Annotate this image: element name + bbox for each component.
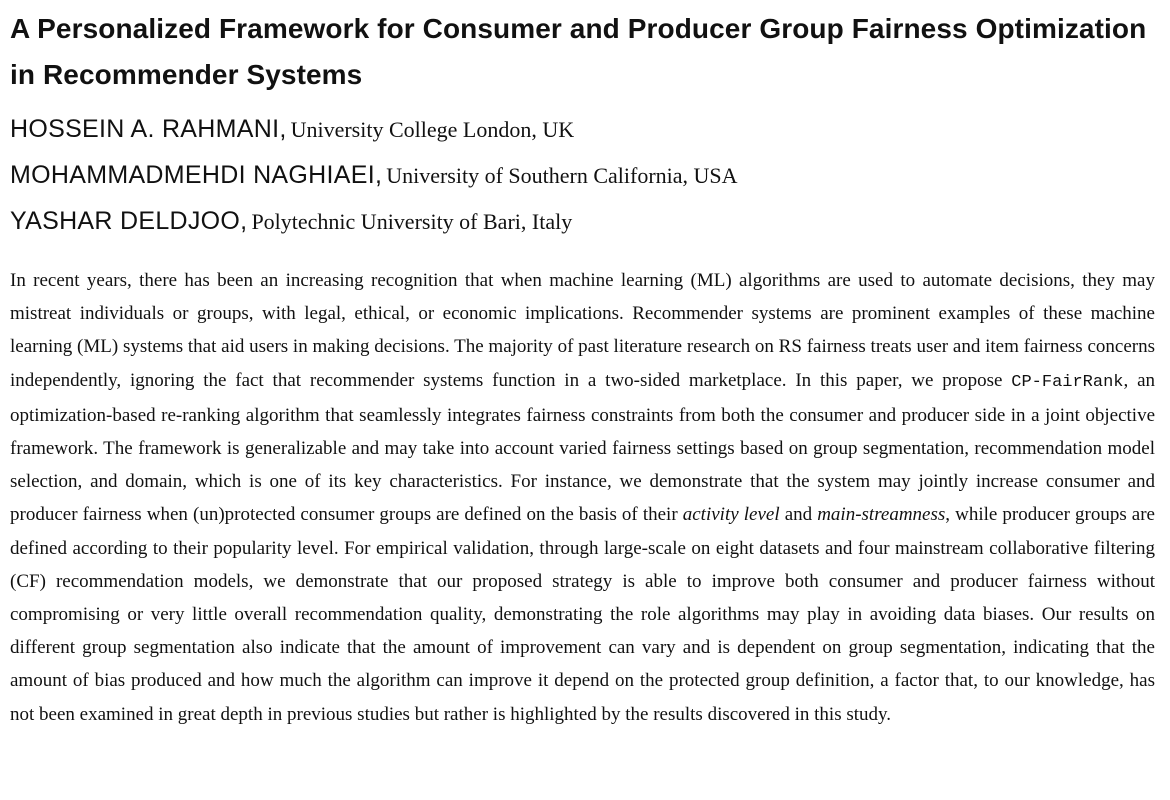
author-affiliation: Polytechnic University of Bari, Italy — [251, 209, 573, 234]
author-affiliation: University College London, UK — [290, 117, 575, 142]
author-entry — [10, 200, 1155, 246]
paper-page — [10, 6, 1155, 750]
abstract — [10, 264, 1155, 731]
abstract-text: , while producer groups are defined according to their popularity level. For empirical validation, through large-scale on eight datasets and four mainstream collaborative filtering (CF) recommendation models, we demonstrate that our proposed strategy is able to improve both consumer and producer fairness without compromising or very little overall recommendation quality, demonstrating the role algorithms may play in avoiding data biases. Our results on different group segmentation also indicate that the amount of improvement can vary and is dependent on group segmentation, indicating that the amount of bias produced and how much the algorithm can improve it depend on the protected group definition, a factor that, to our knowledge, has not been examined in great depth in previous studies but rather is highlighted by the results discovered in this study. — [10, 504, 1155, 725]
author-entry — [10, 108, 1155, 154]
abstract-text: and — [779, 504, 818, 526]
author-name: YASHAR DELDJOO, — [10, 207, 248, 235]
author-list — [10, 108, 1155, 246]
author-name: HOSSEIN A. RAHMANI, — [10, 115, 287, 143]
author-entry — [10, 154, 1155, 200]
emphasized-term: main-streamness — [817, 504, 946, 526]
method-name: CP-FairRank — [1011, 372, 1124, 392]
paper-title: A Personalized Framework for Consumer and Producer Group Fairness Optimization in Recommender Systems — [10, 13, 1147, 90]
author-affiliation: University of Southern California, USA — [386, 163, 738, 188]
author-name: MOHAMMADMEHDI NAGHIAEI, — [10, 161, 383, 189]
emphasized-term: activity level — [682, 504, 780, 526]
abstract-text: In recent years, there has been an increasing recognition that when machine learning (ML) algorithms are used to automate decisions, they may mistreat individuals or groups, with legal, ethical, or economic implications. Recommender systems are prominent examples of these machine learning (ML) systems that aid users in making decisions. The majority of past literature research on RS fairness treats user and item fairness concerns independently, ignoring the fact that recommender systems function in a two-sided marketplace. In this paper, we propose — [10, 270, 1155, 391]
abstract-text: , an optimization-based re-ranking algorithm that seamlessly integrates fairness constraints from both the consumer and producer side in a joint objective framework. The framework is generalizable and may take into account varied fairness settings based on group segmentation, recommendation model selection, and domain, which is one of its key characteristics. For instance, we demonstrate that the system may jointly increase consumer and producer fairness when (un)protected consumer groups are defined on the basis of their — [10, 369, 1155, 526]
